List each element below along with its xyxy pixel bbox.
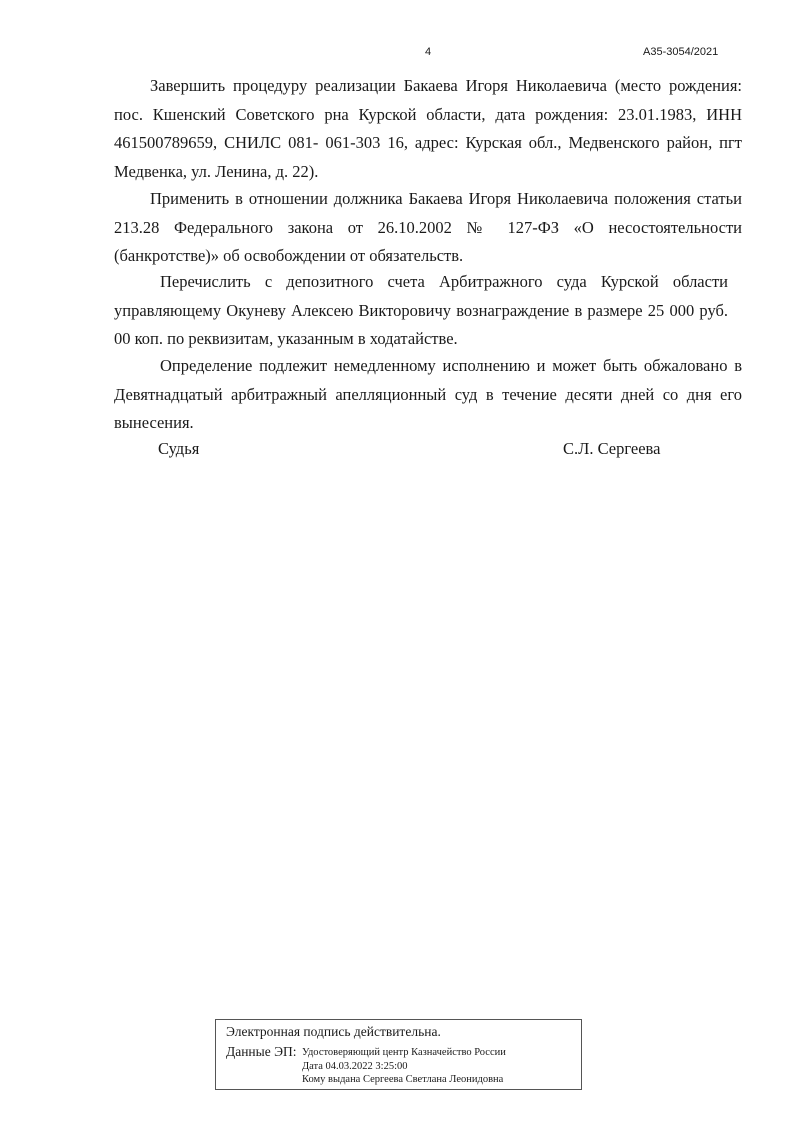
- ep-date: Дата 04.03.2022 3:25:00: [302, 1060, 408, 1072]
- judge-label: Судья: [158, 439, 200, 458]
- paragraph-appeal: [114, 352, 742, 438]
- judge-name: С.Л. Сергеева: [563, 439, 661, 458]
- paragraph-transfer-fee: [114, 268, 728, 354]
- electronic-signature-stamp: [215, 1019, 582, 1090]
- paragraph-release-obligations: [114, 185, 742, 271]
- ep-details: [302, 1046, 506, 1087]
- ep-title: Электронная подпись действительна.: [226, 1024, 441, 1039]
- paragraph-text: Определение подлежит немедленному исполнению и может быть обжаловано в Девятнадцатый арбитражный апелляционный суд в течение десяти дней со дня его вынесения.: [114, 356, 742, 432]
- paragraph-text: Перечислить с депозитного счета Арбитражного суда Курской области управляющему Окуневу Алексею Викторовичу вознаграждение в размере 25 000 руб. 00 коп. по реквизитам, указанным в ходатайстве.: [114, 272, 728, 348]
- page-number: 4: [425, 46, 432, 58]
- ep-data-label: Данные ЭП:: [226, 1044, 297, 1059]
- paragraph-text: Завершить процедуру реализации Бакаева Игоря Николаевича (место рождения: пос. Кшенский Советского рна Курской области, дата рождения: 23.01.1983, ИНН 461500789659, СНИЛС 081- 061-303 16, адрес: Курская обл., Медвенского район, пгт Медвенка, ул. Ленина, д. 22).: [114, 76, 742, 181]
- paragraph-complete-procedure: [114, 72, 742, 186]
- case-number: А35-3054/2021: [643, 46, 719, 58]
- ep-issuer: Удостоверяющий центр Казначейство России: [302, 1047, 506, 1058]
- paragraph-text: Применить в отношении должника Бакаева Игоря Николаевича положения статьи 213.28 Федерального закона от 26.10.2002 № 127-ФЗ «О несостоятельности (банкротстве)» об освобождении от обязательств.: [114, 189, 742, 265]
- ep-issued-to: Кому выдана Сергеева Светлана Леонидовна: [302, 1074, 504, 1085]
